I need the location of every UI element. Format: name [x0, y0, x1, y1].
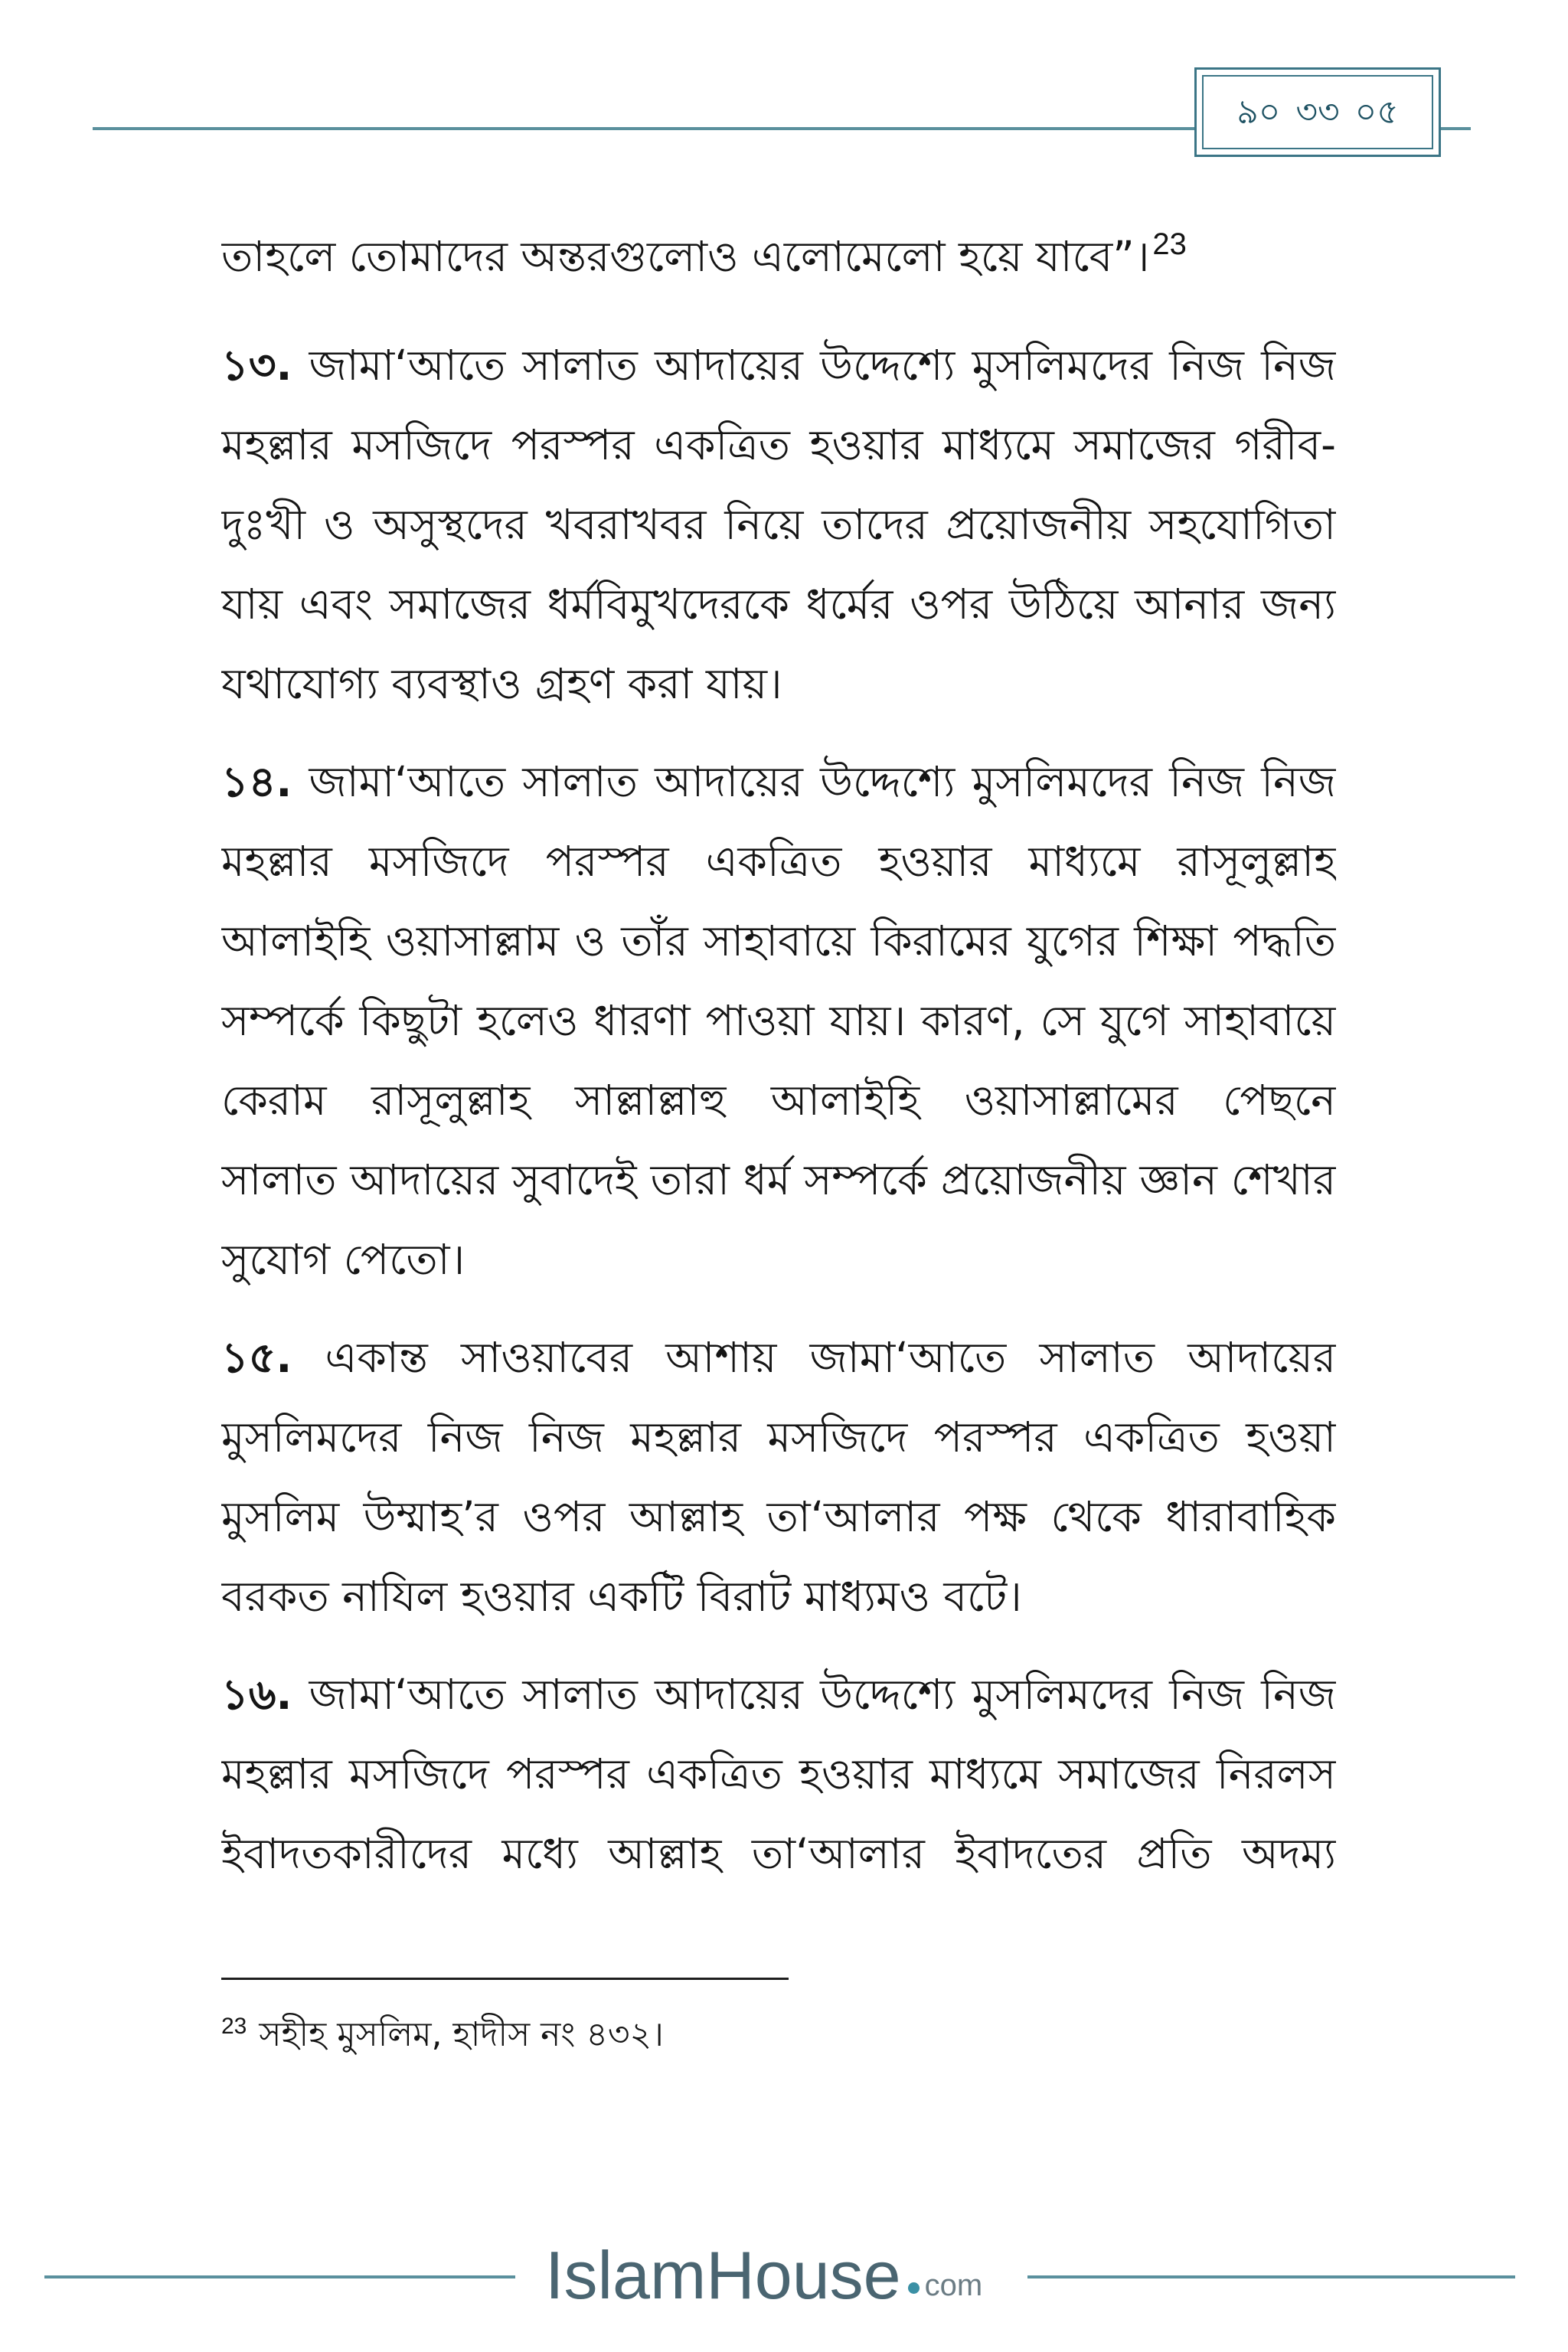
paragraph-line: যথাযোগ্য ব্যবস্থাও গ্রহণ করা যায়।: [221, 659, 782, 708]
paragraph-line: মহল্লার মসজিদে পরস্পর একত্রিত হওয়ার মাধ্যমে সমাজের গরীব-: [221, 420, 1336, 469]
paragraph-line: যায় এবং সমাজের ধর্মবিমুখদেরকে ধর্মের ওপর উঠিয়ে আনার জন্য: [221, 580, 1336, 629]
footnote-marker: 23: [221, 2014, 247, 2039]
page-number-inner-frame: [1202, 75, 1433, 149]
footnote: [221, 2007, 664, 2063]
paragraph-14: [221, 742, 1336, 1299]
paragraph-line: সম্পর্কে কিছুটা হলেও ধারণা পাওয়া যায়। কারণ, সে যুগে সাহাবায়ে: [221, 996, 1336, 1045]
paragraph-line: ইবাদতকারীদের মধ্যে আল্লাহ তা‘আলার ইবাদতের প্রতি অদম্য: [221, 1829, 1336, 1878]
page-number-box: [1194, 67, 1441, 157]
header-ornament-left: ৯০: [1236, 92, 1281, 132]
paragraph-line: আলাইহি ওয়াসাল্লাম ও তাঁর সাহাবায়ে কিরামের যুগের শিক্ষা পদ্ধতি: [221, 916, 1336, 965]
paragraph-line: মুসলিম উম্মাহ’র ওপর আল্লাহ তা‘আলার পক্ষ থেকে ধারাবাহিক: [221, 1492, 1336, 1541]
paragraph-number: ১৬.: [221, 1670, 292, 1719]
logo-dot-icon: [908, 2282, 920, 2294]
footer-rule-left: [44, 2275, 515, 2278]
footnote-rule: [221, 1978, 789, 1980]
paragraph-13: [221, 325, 1336, 724]
paragraph-16: [221, 1655, 1336, 1893]
paragraph-line: দুঃখী ও অসুস্থদের খবরাখবর নিয়ে তাদের প্রয়োজনীয় সহযোগিতা: [221, 500, 1336, 549]
paragraph-line: কেরাম রাসূলুল্লাহ সাল্লাল্লাহু আলাইহি ওয়াসাল্লামের পেছনে: [221, 1076, 1336, 1125]
body-text: [221, 217, 1336, 1912]
logo-name: IslamHouse: [545, 2237, 901, 2313]
line-text: একান্ত সাওয়াবের আশায় জামা‘আতে সালাত আদায়ের: [325, 1333, 1336, 1382]
header-ornament-right: ০৫: [1354, 92, 1399, 132]
paragraph-line: মুসলিমদের নিজ নিজ মহল্লার মসজিদে পরস্পর একত্রিত হওয়া: [221, 1413, 1336, 1462]
paragraph-line: [221, 742, 1336, 822]
line-text: জামা‘আতে সালাত আদায়ের উদ্দেশ্যে মুসলিমদের নিজ নিজ: [309, 1670, 1336, 1719]
paragraph-line: [221, 217, 1336, 296]
paragraph-number: ১৫.: [221, 1333, 292, 1382]
line-text: জামা‘আতে সালাত আদায়ের উদ্দেশ্যে মুসলিমদের নিজ নিজ: [309, 341, 1336, 390]
logo-domain: com: [924, 2269, 983, 2302]
paragraph-line: সুযোগ পেতো।: [221, 1235, 466, 1284]
paragraph-line: সালাত আদায়ের সুবাদেই তারা ধর্ম সম্পর্কে প্রয়োজনীয় জ্ঞান শেখার: [221, 1155, 1336, 1204]
paragraph-number: ১৪.: [221, 757, 292, 806]
footer-rule-right: [1027, 2275, 1515, 2278]
line-text: জামা‘আতে সালাত আদায়ের উদ্দেশ্যে মুসলিমদের নিজ নিজ: [309, 757, 1336, 806]
intro-paragraph: [221, 217, 1336, 296]
paragraph-line: মহল্লার মসজিদে পরস্পর একত্রিত হওয়ার মাধ্যমে রাসূলুল্লাহ: [221, 837, 1336, 886]
footnote-reference: 23: [1152, 227, 1187, 261]
page-number: ৩৩: [1295, 92, 1340, 132]
paragraph-line: বরকত নাযিল হওয়ার একটি বিরাট মাধ্যমও বটে।: [221, 1572, 1022, 1621]
line-text: তাহলে তোমাদের অন্তরগুলোও এলোমেলো হয়ে যাবে”।: [221, 232, 1150, 281]
footnote-text: সহীহ মুসলিম, হাদীস নং ৪৩২।: [259, 2015, 664, 2054]
footer-logo: [545, 2237, 983, 2313]
paragraph-line: [221, 325, 1336, 405]
paragraph-line: [221, 1655, 1336, 1734]
paragraph-number: ১৩.: [221, 341, 292, 390]
paragraph-line: [221, 1318, 1336, 1397]
paragraph-line: মহল্লার মসজিদে পরস্পর একত্রিত হওয়ার মাধ্যমে সমাজের নিরলস: [221, 1749, 1336, 1798]
paragraph-15: [221, 1318, 1336, 1636]
